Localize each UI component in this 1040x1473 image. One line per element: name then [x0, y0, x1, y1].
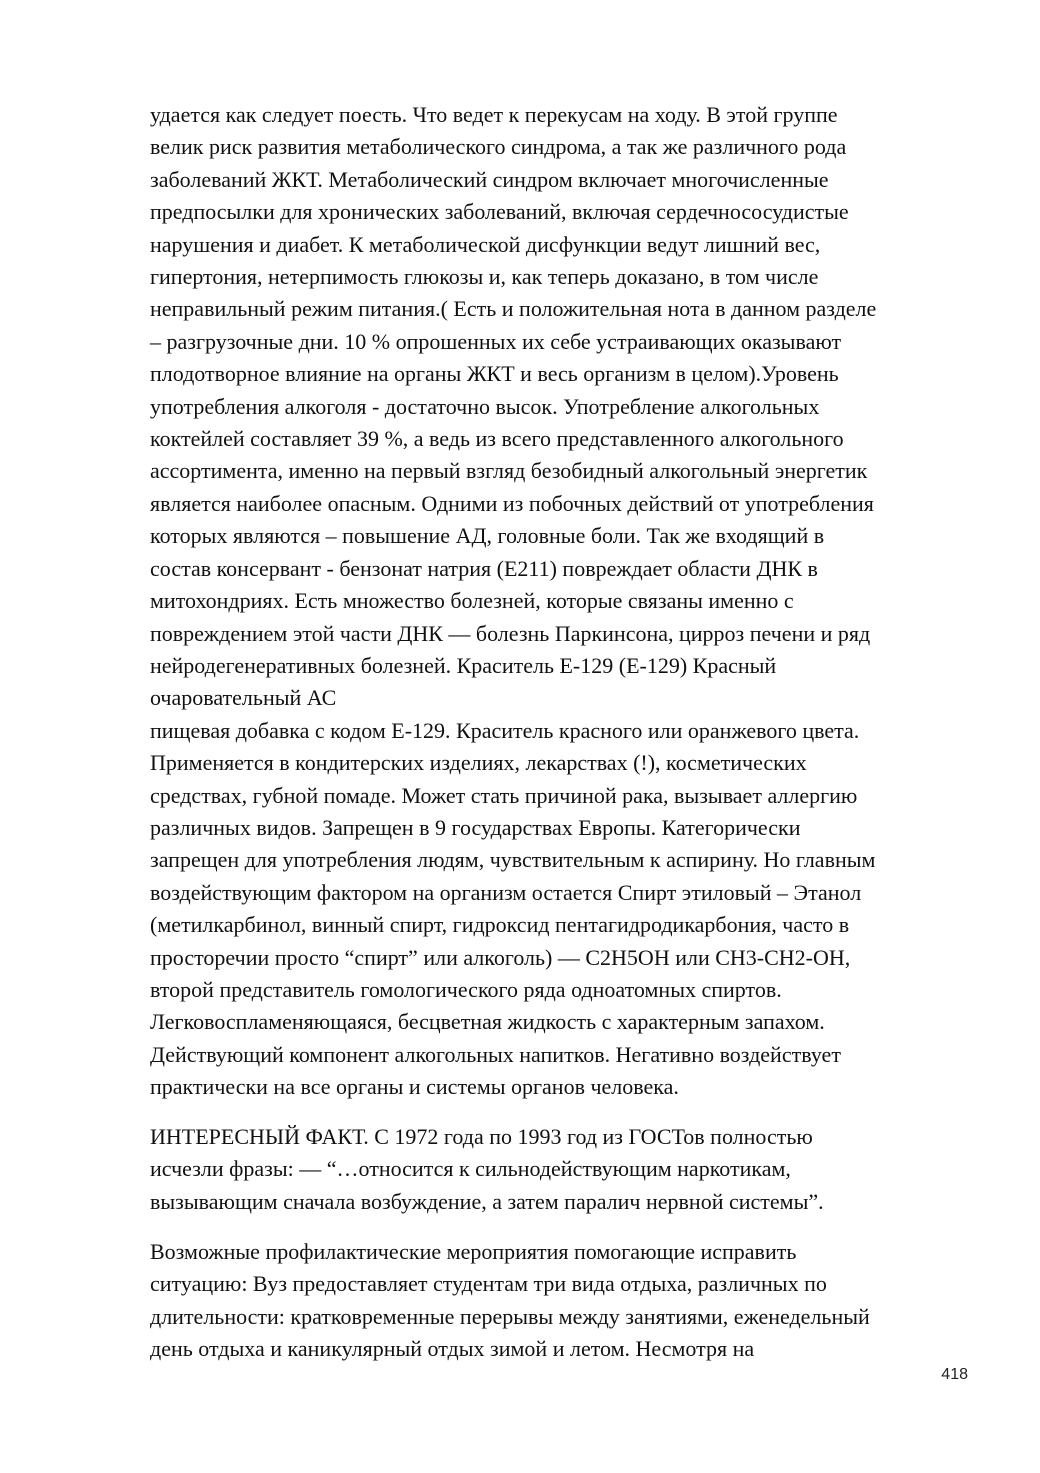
- page-number: 418: [941, 1366, 968, 1383]
- text-line: которых являются – повышение АД, головные боли. Так же входящий в: [150, 523, 825, 549]
- text-line: употребления алкоголя - достаточно высок. Употребление алкогольных: [150, 393, 820, 419]
- text-line: день отдыха и каникулярный отдых зимой и летом. Несмотря на: [150, 1336, 755, 1362]
- text-line: – разгрузочные дни. 10 % опрошенных их себе устраивающих оказывают: [150, 328, 842, 354]
- text-line: ситуацию: Вуз предоставляет студентам три вида отдыха, различных по: [150, 1271, 827, 1297]
- text-line: Действующий компонент алкогольных напитков. Негативно воздействует: [150, 1041, 841, 1067]
- text-line: второй представитель гомологического ряда одноатомных спиртов.: [150, 976, 782, 1002]
- text-line: гипертония, нетерпимость глюкозы и, как теперь доказано, в том числе: [150, 264, 819, 290]
- text-line: исчезли фразы: — “…относится к сильнодействующим наркотикам,: [150, 1156, 791, 1182]
- paragraph-interesting-fact: [150, 1121, 980, 1218]
- text-line: повреждением этой части ДНК — болезнь Паркинсона, цирроз печени и ряд: [150, 620, 871, 646]
- text-line: различных видов. Запрещен в 9 государствах Европы. Категорически: [150, 814, 801, 840]
- paragraph-main: [150, 99, 980, 1104]
- text-line: ИНТЕРЕСНЫЙ ФАКТ. С 1972 года по 1993 год из ГОСТов полностью: [150, 1124, 813, 1149]
- text-line: Возможные профилактические мероприятия помогающие исправить: [150, 1239, 797, 1264]
- text-line: практически на все органы и системы органов человека.: [150, 1074, 679, 1100]
- text-line: удается как следует поесть. Что ведет к перекусам на ходу. В этой группе: [150, 102, 838, 127]
- text-line: вызывающим сначала возбуждение, а затем паралич нервной системы”.: [150, 1188, 824, 1214]
- text-line: пищевая добавка с кодом Е-129. Краситель красного или оранжевого цвета.: [150, 717, 860, 743]
- text-line: ассортимента, именно на первый взгляд безобидный алкогольный энергетик: [150, 458, 868, 484]
- text-line: (метилкарбинол, винный спирт, гидроксид пентагидродикарбония, часто в: [150, 912, 850, 938]
- text-line: заболеваний ЖКТ. Метаболический синдром включает многочисленные: [150, 166, 829, 192]
- text-line: нейродегенеративных болезней. Краситель Е-129 (E-129) Красный: [150, 652, 777, 678]
- paragraph-prevention: [150, 1236, 980, 1366]
- text-line: является наиболее опасным. Одними из побочных действий от употребления: [150, 490, 874, 516]
- text-line: воздействующим фактором на организм остается Спирт этиловый – Этанол: [150, 879, 862, 905]
- text-line: плодотворное влияние на органы ЖКТ и весь организм в целом).Уровень: [150, 361, 839, 387]
- text-line: очаровательный АС: [150, 685, 337, 711]
- text-line: состав консервант - бензонат натрия (E211) повреждает области ДНК в: [150, 555, 818, 581]
- text-line: неправильный режим питания.( Есть и положительная нота в данном разделе: [150, 296, 877, 322]
- text-line: предпосылки для хронических заболеваний, включая сердечнососудистые: [150, 199, 849, 225]
- text-line: длительности: кратковременные перерывы между занятиями, еженедельный: [150, 1303, 870, 1329]
- text-line: просторечии просто “спирт” или алкоголь) — C2H5OH или CH3-CH2-OH,: [150, 944, 851, 970]
- text-line: запрещен для употребления людям, чувствительным к аспирину. Но главным: [150, 847, 876, 873]
- text-line: нарушения и диабет. К метаболической дисфункции ведут лишний вес,: [150, 231, 821, 257]
- text-line: велик риск развития метаболического синдрома, а так же различного рода: [150, 134, 847, 160]
- text-line: средствах, губной помаде. Может стать причиной рака, вызывает аллергию: [150, 782, 858, 808]
- text-line: митохондриях. Есть множество болезней, которые связаны именно с: [150, 588, 794, 614]
- text-line: коктейлей составляет 39 %, а ведь из всего представленного алкогольного: [150, 426, 844, 452]
- text-line: Применяется в кондитерских изделиях, лекарствах (!), косметических: [150, 750, 807, 776]
- text-line: Легковоспламеняющаяся, бесцветная жидкость с характерным запахом.: [150, 1009, 825, 1035]
